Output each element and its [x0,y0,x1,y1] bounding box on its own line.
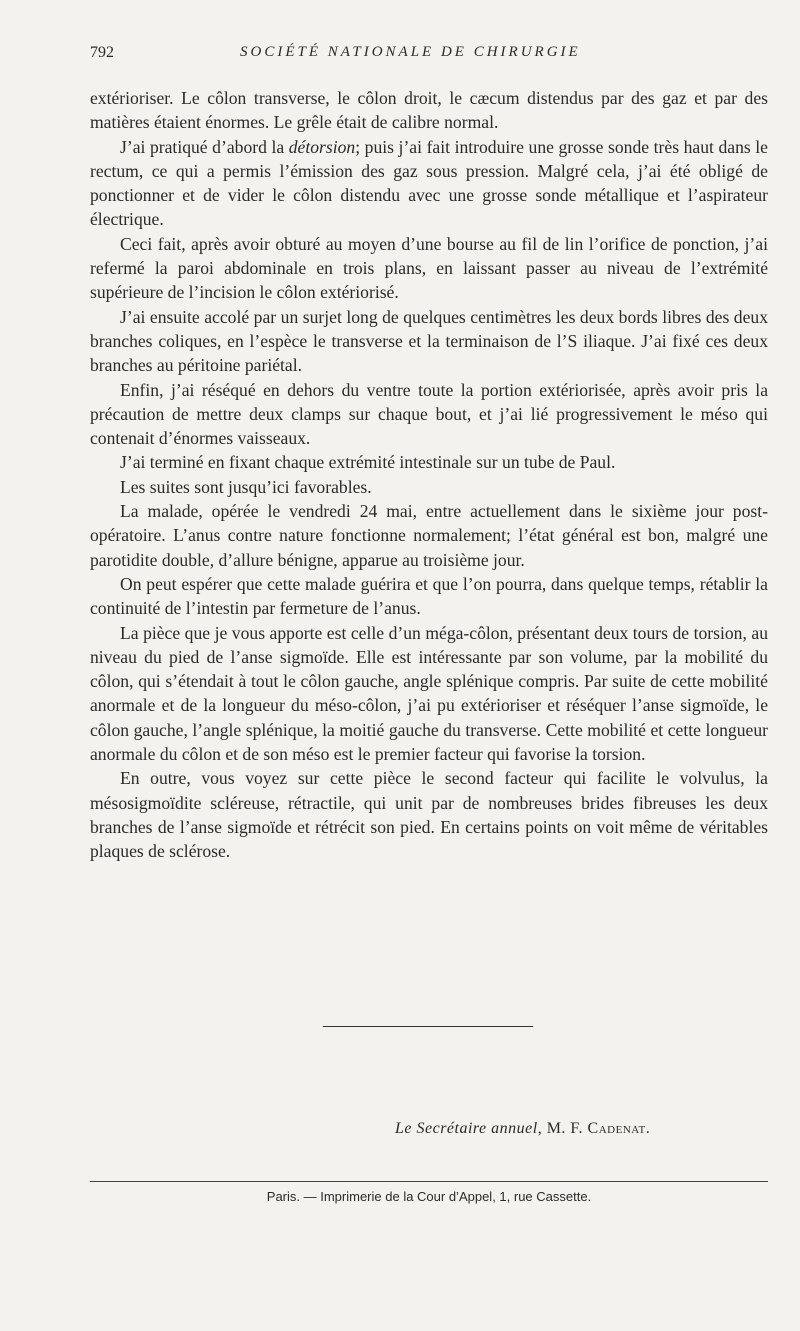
footer-divider [90,1181,768,1182]
paragraph: Les suites sont jusqu’ici favorables. [120,476,372,497]
page-header [90,44,768,68]
article-body [90,86,768,864]
signature-separator: , [537,1120,547,1137]
paragraph: J’ai ensuite accolé par un surjet long de quelques centimètres les deux bords libres des deux branches coliques, en l’espèce le transverse et la terminaison de l’S iliaque. J’ai fixé ces deux branches au péritoine pariétal. [90,306,768,376]
emphasis-term: détorsion [288,136,356,157]
signature-name: M. F. Cadenat. [546,1120,651,1137]
section-divider [323,1026,533,1027]
page-number: 792 [90,44,114,61]
paragraph-text: J’ai pratiqué d’abord la [120,136,289,157]
running-title: SOCIÉTÉ NATIONALE DE CHIRURGIE [240,44,581,60]
paragraph: En outre, vous voyez sur cette pièce le second facteur qui facilite le volvulus, la mésosigmoïdite scléreuse, rétractile, qui unit par de nombreuses brides fibreuses les deux branches de l’anse sigmoïde et rétrécit son pied. En certains points on voit même de véritables plaques de sclérose. [90,768,768,862]
paragraph-text: ; puis j’ai fait introduire une grosse sonde très haut dans le rectum, ce qui a permis l’émission des gaz sous pression. Malgré cela, j’ai été obligé de ponctionner et de vider le côlon distendu avec une grosse sonde métallique et l’aspirateur électrique. [90,136,768,230]
signature [395,1120,735,1138]
paragraph: La pièce que je vous apporte est celle d’un méga-côlon, présentant deux tours de torsion, au niveau du pied de l’anse sigmoïde. Elle est intéressante par son volume, par la mobilité du côlon, qui s’étendait à tout le côlon gauche, angle splénique compris. Par suite de cette mobilité anormale et de la longueur du méso-côlon, j’ai pu extérioriser et réséquer l’anse sigmoïde, le côlon gauche, l’angle splénique, la moitié gauche du transverse. Cette mobilité et cette longueur anormale du côlon et de son méso est le premier facteur qui favorise la torsion. [90,622,768,765]
paragraph: J’ai terminé en fixant chaque extrémité intestinale sur un tube de Paul. [120,452,616,473]
paragraph: Ceci fait, après avoir obturé au moyen d’une bourse au fil de lin l’orifice de ponction, j’ai refermé la paroi abdominale en trois plans, en laissant passer au niveau de l’extrémité supérieure de l’incision le côlon extériorisé. [90,233,768,303]
paragraph: La malade, opérée le vendredi 24 mai, entre actuellement dans le sixième jour post-opératoire. L’anus contre nature fonctionne normalement; l’état général est bon, malgré une parotidite double, d’allure bénigne, apparue au troisième jour. [90,501,768,570]
paragraph: extérioriser. Le côlon transverse, le côlon droit, le cæcum distendus par des gaz et par des matières étaient énormes. Le grêle était de calibre normal. [90,88,768,133]
paragraph: On peut espérer que cette malade guérira et que l’on pourra, dans quelque temps, rétablir la continuité de l’intestin par fermeture de l’anus. [90,573,768,619]
paragraph: Enfin, j’ai réséqué en dehors du ventre toute la portion extériorisée, après avoir pris la précaution de mettre deux clamps sur chaque bout, et j’ai lié progressivement le méso qui contenait d’énormes vaisseaux. [90,379,768,449]
printer-imprint: Paris. — Imprimerie de la Cour d’Appel, 1, rue Cassette. [266,1189,592,1204]
paragraph [90,135,768,232]
signature-role: Le Secrétaire annuel [395,1120,538,1137]
